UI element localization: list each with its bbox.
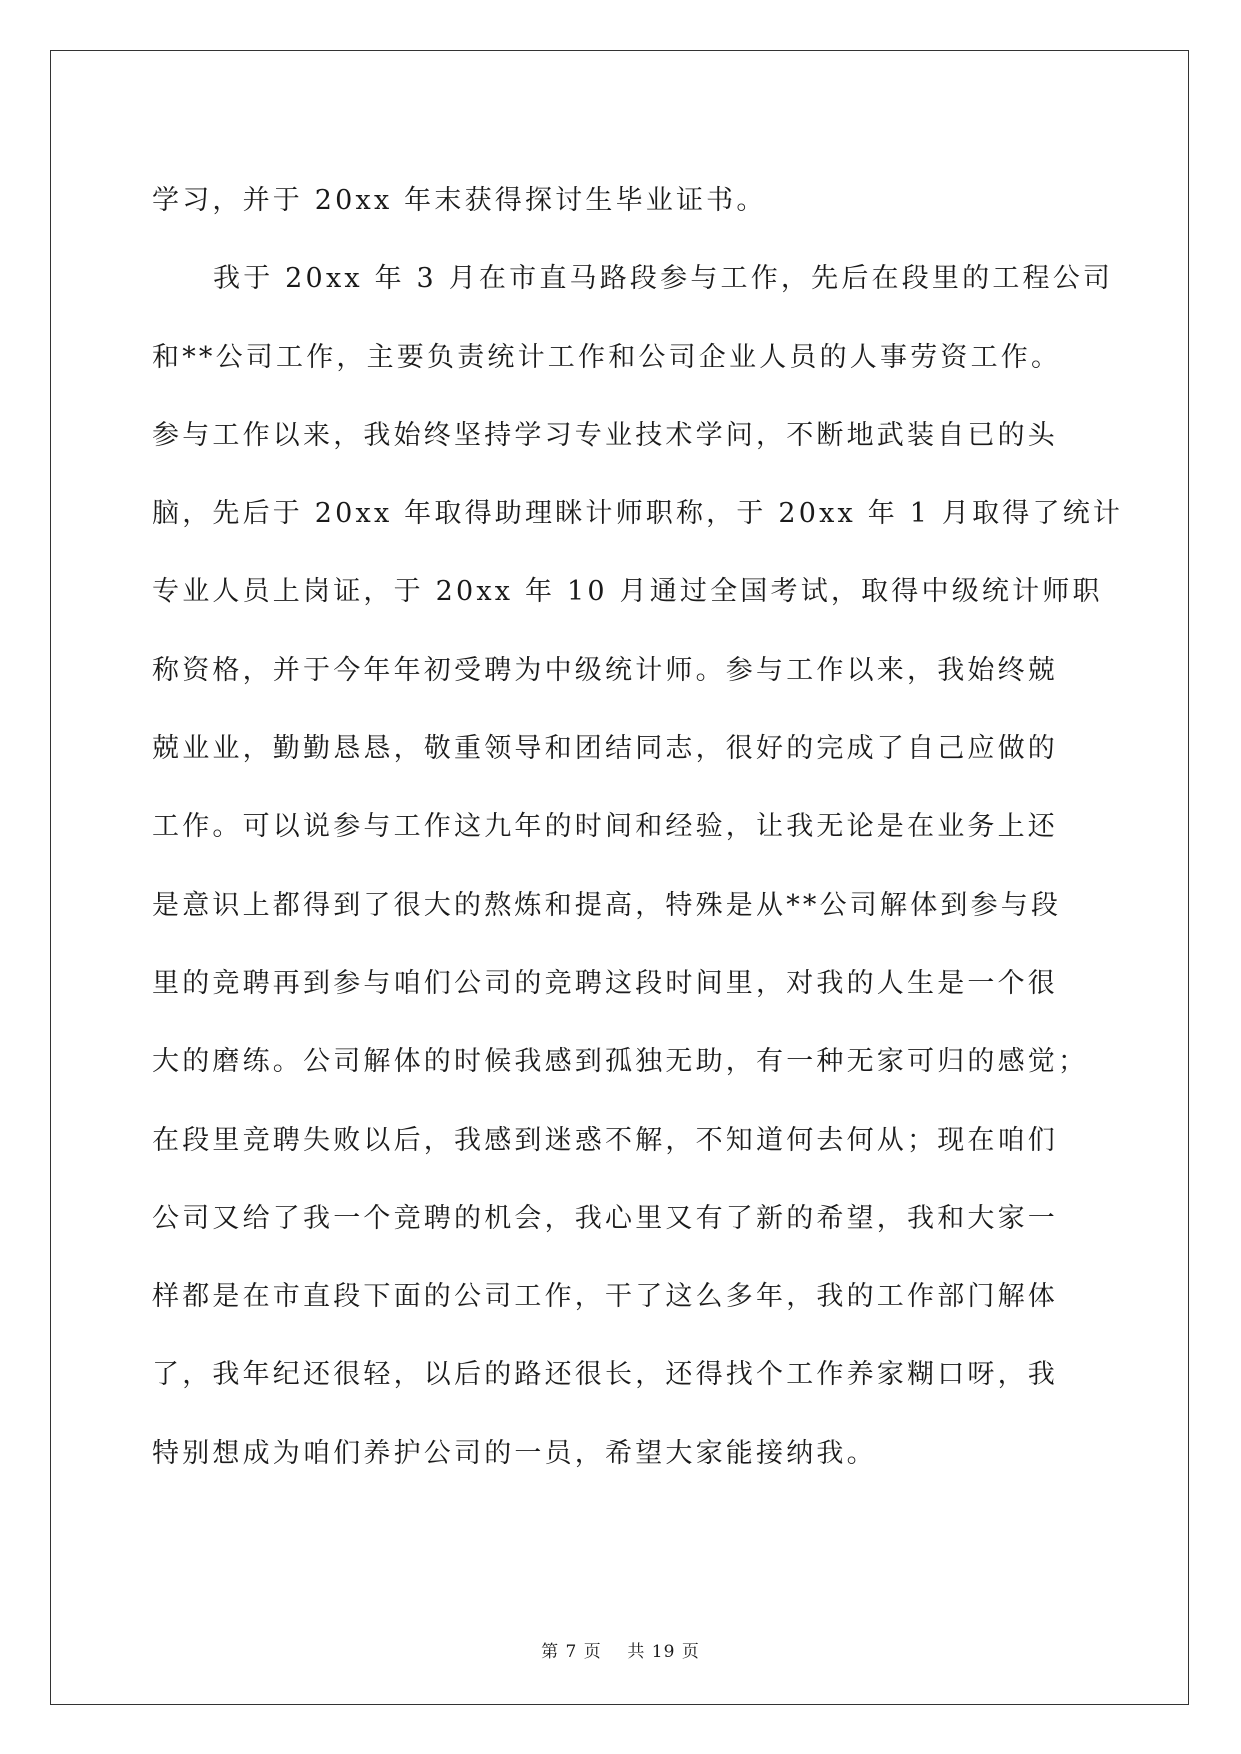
text-line: 公司又给了我一个竞聘的机会，我心里又有了新的希望，我和大家一 [152, 1202, 1058, 1234]
text-line: 学习，并于 20xx 年末获得探讨生毕业证书。 [152, 185, 767, 216]
text-line: 特别想成为咱们养护公司的一员，希望大家能接纳我。 [152, 1437, 877, 1469]
text-line: 专业人员上岗证，于 20xx 年 10 月通过全国考试，取得中级统计师职 [152, 576, 1103, 608]
text-line: 在段里竞聘失败以后，我感到迷惑不解，不知道何去何从；现在咱们 [152, 1124, 1058, 1156]
document-body [152, 162, 1124, 1493]
text-line: 工作。可以说参与工作这九年的时间和经验，让我无论是在业务上还 [152, 811, 1058, 843]
text-line: 兢业业，勤勤恳恳，敬重领导和团结同志，很好的完成了自己应做的 [152, 733, 1058, 765]
page-footer [0, 1637, 1241, 1662]
page-number-label: 第 7 页 共 19 页 [541, 1642, 700, 1662]
text-line: 里的竞聘再到参与咱们公司的竞聘这段时间里，对我的人生是一个很 [152, 967, 1058, 999]
text-line: 参与工作以来，我始终坚持学习专业技术学问，不断地武装自已的头 [152, 419, 1058, 451]
text-line: 称资格，并于今年年初受聘为中级统计师。参与工作以来，我始终兢 [152, 654, 1058, 686]
text-line: 是意识上都得到了很大的熬炼和提高，特殊是从**公司解体到参与段 [152, 889, 1062, 921]
text-line: 脑，先后于 20xx 年取得助理眯计师职称，于 20xx 年 1 月取得了统计 [152, 498, 1124, 530]
paragraph-start-line: 我于 20xx 年 3 月在市直马路段参与工作，先后在段里的工程公司 [213, 263, 1114, 295]
text-line: 大的磨练。公司解体的时候我感到孤独无助，有一种无家可归的感觉； [152, 1046, 1089, 1078]
text-line: 和**公司工作，主要负责统计工作和公司企业人员的人事劳资工作。 [152, 341, 1062, 373]
text-line: 了，我年纪还很轻，以后的路还很长，还得找个工作养家糊口呀，我 [152, 1359, 1058, 1391]
text-line: 样都是在市直段下面的公司工作，干了这么多年，我的工作部门解体 [152, 1281, 1058, 1313]
